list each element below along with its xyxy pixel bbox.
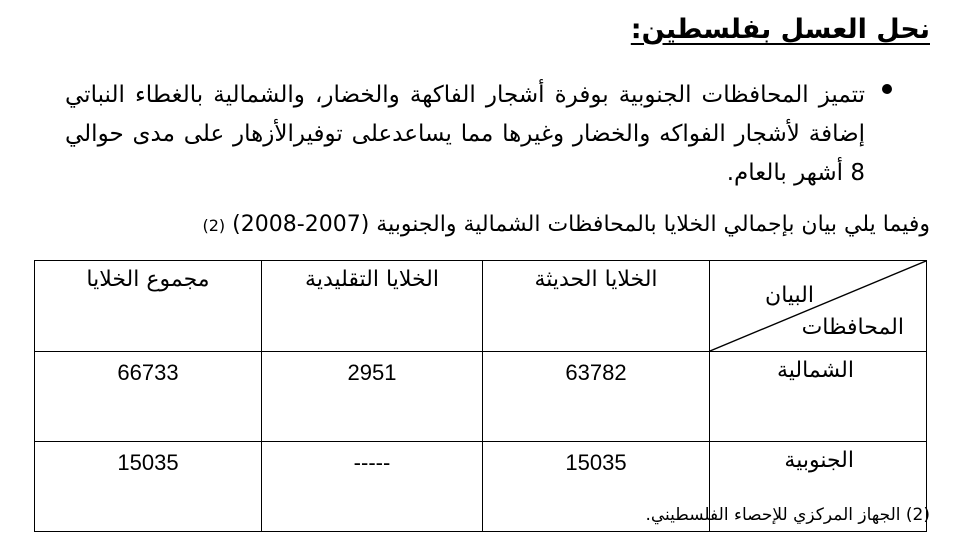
cell-north-total: 66733 [35,352,262,442]
page-title: نحل العسل بفلسطين: [630,14,930,45]
cell-north-traditional: 2951 [262,352,483,442]
header-total-hives: مجموع الخلايا [35,261,262,352]
cell-south-modern: 15035 [483,442,710,532]
bullet-icon [882,84,892,94]
corner-label-statement: البيان [765,283,814,308]
cell-north-modern: 63782 [483,352,710,442]
corner-header-cell [710,261,927,352]
table-header-row [35,261,927,352]
cell-south-total: 15035 [35,442,262,532]
table-row [35,352,927,442]
row-label-south: الجنوبية [710,442,927,532]
header-modern-hives: الخلايا الحديثة [483,261,710,352]
row-label-north: الشمالية [710,352,927,442]
table-intro-text: وفيما يلي بيان بإجمالي الخلايا بالمحافظات الشمالية والجنوبية (2007-2008) [232,212,930,237]
table-intro [202,212,930,237]
header-traditional-hives: الخلايا التقليدية [262,261,483,352]
hives-table [34,260,927,532]
footnote-reference: (2) [202,216,226,235]
corner-label-governorates: المحافظات [801,315,904,340]
body-paragraph: تتميز المحافظات الجنوبية بوفرة أشجار الفاكهة والخضار، والشمالية بالغطاء النباتي إضافة لأشجار الفواكه والخضار وغيرها مما يساعدعلى توفيرالأزهار على مدى حوالي 8 أشهر بالعام. [65,82,865,186]
cell-south-traditional: ----- [262,442,483,532]
footnote: (2) الجهاز المركزي للإحصاء الفلسطيني. [645,505,930,525]
